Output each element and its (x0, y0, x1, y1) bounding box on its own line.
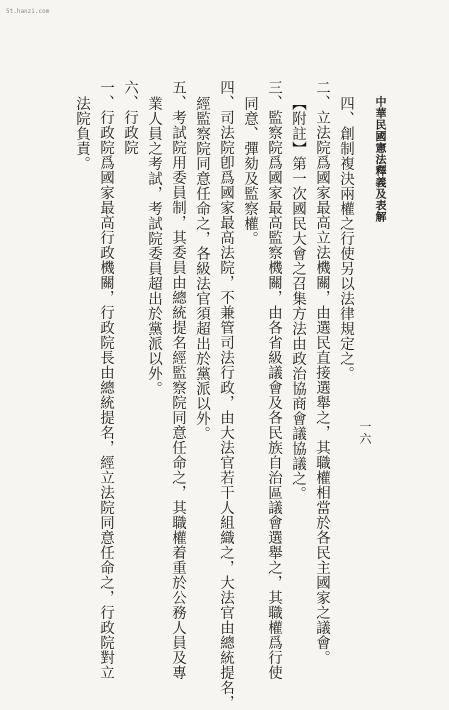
page-number: 一六 (358, 420, 372, 445)
annotation-line: 【附註】第一次國民大會之召集方法由政治協商會議協議之。 (290, 96, 306, 501)
text-line-8: 業人員之考試，考試院委員超出於黨派以外。 (146, 96, 162, 396)
section-heading: 六、行政院 (122, 80, 138, 155)
running-title: 中華民國憲法釋義及表解 (374, 96, 387, 223)
text-line-6: 經監察院同意任命之，各級法官須超出於黨派以外。 (194, 96, 210, 441)
text-line-5: 四、司法院卽爲國家最高法院，不兼管司法行政，由大法官若干人組織之，大法官由總統提名， (218, 80, 234, 710)
text-line-9: 一、行政院爲國家最高行政機關，行政院長由總統提名，經立法院同意任命之，行政院對立 (98, 80, 114, 680)
text-line-4: 同意、彈劾及監察權。 (242, 96, 258, 246)
text-line-2: 二、立法院爲國家最高立法機關，由選民直接選舉之，其職權相當於各民主國家之議會。 (314, 80, 330, 665)
text-line-10: 法院負責。 (74, 96, 90, 171)
text-line-1: 四、創制複決兩權之行使另以法律規定之。 (338, 96, 354, 381)
source-watermark: 5t.hanzi.com (6, 8, 50, 15)
text-line-3: 三、監察院爲國家最高監察機關，由各省級議會及各民族自治區議會選舉之，其職權爲行使 (266, 80, 282, 680)
text-line-7: 五、考試院用委員制，其委員由總統提名經監察院同意任命之，其職權着重於公務人員及專 (170, 80, 186, 680)
